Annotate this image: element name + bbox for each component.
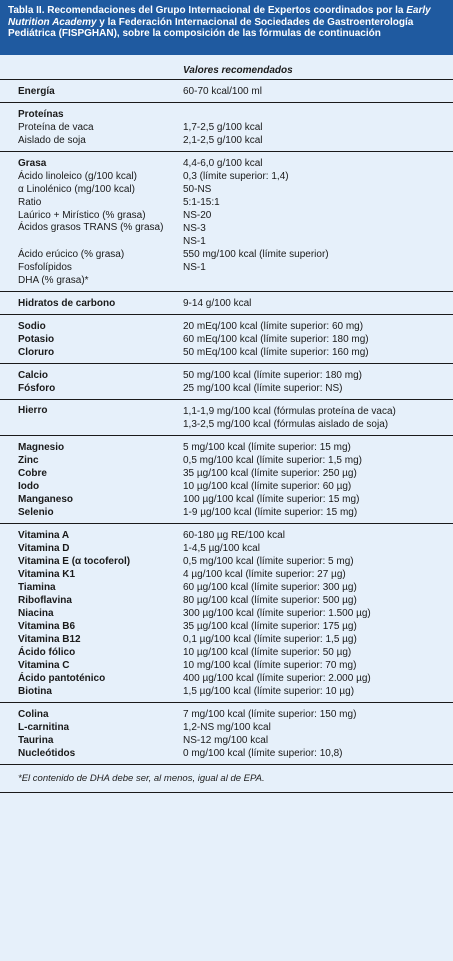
- row-label: Fósforo: [18, 383, 56, 394]
- table-section: [0, 292, 453, 315]
- row-label: L-carnitina: [18, 722, 70, 733]
- table-row: [0, 633, 453, 646]
- table-row: [0, 248, 453, 261]
- table-row: [0, 542, 453, 555]
- row-label: Vitamina A: [18, 530, 70, 541]
- row-label: Taurina: [18, 735, 54, 746]
- table-row: [0, 734, 453, 747]
- row-label: Proteína de vaca: [18, 122, 94, 133]
- table-row: [0, 672, 453, 685]
- row-value: 10 µg/100 kcal (límite superior: 60 µg): [183, 481, 352, 492]
- row-value: 4 µg/100 kcal (límite superior: 27 µg): [183, 569, 346, 580]
- row-label: Iodo: [18, 481, 40, 492]
- table-row: [0, 506, 453, 519]
- row-value: NS-12 mg/100 kcal: [183, 735, 269, 746]
- row-value: 1,7-2,5 g/100 kcal: [183, 122, 263, 133]
- table-row: [0, 261, 453, 274]
- row-value: 7 mg/100 kcal (límite superior: 150 mg): [183, 709, 357, 720]
- table-row: [0, 555, 453, 568]
- table-section: [0, 703, 453, 765]
- row-label: α Linolénico (mg/100 kcal): [18, 184, 135, 195]
- row-label: Manganeso: [18, 494, 74, 505]
- row-label: Selenio: [18, 507, 54, 518]
- row-value: 50 mEq/100 kcal (límite superior: 160 mg): [183, 347, 369, 358]
- table-row: [0, 333, 453, 346]
- table-row: [0, 196, 453, 209]
- table-section: [0, 524, 453, 703]
- row-label: Sodio: [18, 321, 46, 332]
- table-row: [0, 721, 453, 734]
- row-value: 60-70 kcal/100 ml: [183, 86, 262, 97]
- table-row: [0, 441, 453, 454]
- table-row: [0, 121, 453, 134]
- row-label: Proteínas: [18, 109, 64, 120]
- row-value: 20 mEq/100 kcal (límite superior: 60 mg): [183, 321, 364, 332]
- row-label: Ratio: [18, 197, 42, 208]
- row-label: Vitamina B12: [18, 634, 81, 645]
- row-label: Vitamina E (α tocoferol): [18, 556, 131, 567]
- row-value: 60 mEq/100 kcal (límite superior: 180 mg): [183, 334, 369, 345]
- table-body: [0, 55, 453, 793]
- table-caption: [0, 0, 453, 55]
- row-value: 80 µg/100 kcal (límite superior: 500 µg): [183, 595, 357, 606]
- column-header-label: Valores recomendados: [183, 65, 293, 76]
- row-label: Potasio: [18, 334, 55, 345]
- table-row: [0, 85, 453, 98]
- table-row: [0, 594, 453, 607]
- table-row: [0, 134, 453, 147]
- table-row: [0, 108, 453, 121]
- row-value: 1,1-1,9 mg/100 kcal (fórmulas proteína de vaca): [183, 406, 396, 417]
- table-row: [0, 646, 453, 659]
- table-row: [0, 297, 453, 310]
- table-row: [0, 620, 453, 633]
- row-label: Cloruro: [18, 347, 55, 358]
- table-row: [0, 369, 453, 382]
- caption-text-academy: Early Nutrition Academy: [8, 5, 431, 28]
- row-value: 10 mg/100 kcal (límite superior: 70 mg): [183, 660, 357, 671]
- row-value: 50 mg/100 kcal (límite superior: 180 mg): [183, 370, 362, 381]
- row-label: Riboflavina: [18, 595, 72, 606]
- row-value: 5:1-15:1: [183, 197, 220, 208]
- row-label: Fosfolípidos: [18, 262, 72, 273]
- row-value: 1-4,5 µg/100 kcal: [183, 543, 260, 554]
- row-value: 4,4-6,0 g/100 kcal: [183, 158, 263, 169]
- row-label: Grasa: [18, 158, 47, 169]
- row-value: NS-3: [183, 223, 206, 234]
- table-row: [0, 454, 453, 467]
- row-value: 300 µg/100 kcal (límite superior: 1.500 µg): [183, 608, 371, 619]
- table-section: [0, 436, 453, 524]
- row-value: 35 µg/100 kcal (límite superior: 175 µg): [183, 621, 357, 632]
- column-header: [0, 55, 453, 80]
- table-row: [0, 320, 453, 333]
- row-value: 1,5 µg/100 kcal (límite superior: 10 µg): [183, 686, 355, 697]
- table-row: [0, 183, 453, 196]
- row-label: Cobre: [18, 468, 47, 479]
- table-row: [0, 529, 453, 542]
- table-row: [0, 493, 453, 506]
- table-row: [0, 659, 453, 672]
- row-value: 100 µg/100 kcal (límite superior: 15 mg): [183, 494, 360, 505]
- row-label: Vitamina D: [18, 543, 70, 554]
- table-footnote: *El contenido de DHA debe ser, al menos, igual al de EPA.: [0, 765, 453, 793]
- row-value: 1-9 µg/100 kcal (límite superior: 15 mg): [183, 507, 358, 518]
- row-label: Ácidos grasos TRANS (% grasa): [18, 222, 164, 233]
- row-value: 60 µg/100 kcal (límite superior: 300 µg): [183, 582, 357, 593]
- table-row: [0, 568, 453, 581]
- row-value: NS-20: [183, 210, 212, 221]
- row-label: Energía: [18, 86, 55, 97]
- row-label: Ácido pantoténico: [18, 673, 106, 684]
- row-value: 35 µg/100 kcal (límite superior: 250 µg): [183, 468, 357, 479]
- row-value: 0 mg/100 kcal (límite superior: 10,8): [183, 748, 343, 759]
- row-label: Magnesio: [18, 442, 65, 453]
- row-label: Zinc: [18, 455, 39, 466]
- row-value: 550 mg/100 kcal (límite superior): [183, 249, 329, 260]
- table-row: [0, 170, 453, 183]
- row-value: 5 mg/100 kcal (límite superior: 15 mg): [183, 442, 351, 453]
- table-row: [0, 157, 453, 170]
- row-label: Calcio: [18, 370, 49, 381]
- caption-text-start: Tabla II. Recomendaciones del Grupo Internacional de Expertos coordinados por la: [8, 5, 407, 16]
- row-label: Niacina: [18, 608, 54, 619]
- table-section: [0, 103, 453, 152]
- row-value: 0,5 mg/100 kcal (límite superior: 1,5 mg): [183, 455, 362, 466]
- table-section: [0, 80, 453, 103]
- row-label: Hidratos de carbono: [18, 298, 116, 309]
- row-label: Nucleótidos: [18, 748, 76, 759]
- row-label: Ácido erúcico (% grasa): [18, 249, 125, 260]
- row-value: 1,2-NS mg/100 kcal: [183, 722, 271, 733]
- row-label: Hierro: [18, 405, 48, 416]
- row-value: 400 µg/100 kcal (límite superior: 2.000 µg): [183, 673, 371, 684]
- row-value-second: 1,3-2,5 mg/100 kcal (fórmulas aislado de soja): [183, 419, 389, 430]
- row-value: 0,1 µg/100 kcal (límite superior: 1,5 µg): [183, 634, 357, 645]
- table-section: [0, 152, 453, 292]
- row-label: DHA (% grasa)*: [18, 275, 89, 286]
- row-label: Aislado de soja: [18, 135, 86, 146]
- table-section: [0, 315, 453, 364]
- row-value: 50-NS: [183, 184, 212, 195]
- row-label: Vitamina C: [18, 660, 70, 671]
- table-row: [0, 581, 453, 594]
- row-value: 10 µg/100 kcal (límite superior: 50 µg): [183, 647, 352, 658]
- row-value-second: NS-1: [183, 236, 206, 247]
- table-row: [0, 480, 453, 493]
- table-row: [0, 274, 453, 287]
- caption-text-end: y la Federación Internacional de Sociedades de Gastroenterología Pediátrica (FISPGHAN), sobre la composición de las fórmulas de continuación: [8, 16, 414, 39]
- row-value: NS-1: [183, 262, 206, 273]
- table-row: [0, 467, 453, 480]
- row-label: Vitamina B6: [18, 621, 76, 632]
- row-label: Laúrico + Mirístico (% grasa): [18, 210, 146, 221]
- row-value: 25 mg/100 kcal (límite superior: NS): [183, 383, 343, 394]
- row-label: Colina: [18, 709, 49, 720]
- table-row: [0, 685, 453, 698]
- table-row: [0, 708, 453, 721]
- row-label: Tiamina: [18, 582, 56, 593]
- row-label: Ácido fólico: [18, 647, 76, 658]
- row-value: 0,5 mg/100 kcal (límite superior: 5 mg): [183, 556, 354, 567]
- row-value: 0,3 (límite superior: 1,4): [183, 171, 289, 182]
- table-row: [0, 607, 453, 620]
- row-label: Vitamina K1: [18, 569, 76, 580]
- table-row: [0, 382, 453, 395]
- table-sections: [0, 80, 453, 765]
- table-section: [0, 364, 453, 400]
- table-row: [0, 346, 453, 359]
- row-value: 9-14 g/100 kcal: [183, 298, 252, 309]
- row-value: 2,1-2,5 g/100 kcal: [183, 135, 263, 146]
- table-row: [0, 209, 453, 222]
- table-row: [0, 747, 453, 760]
- row-label: Biotina: [18, 686, 52, 697]
- table-section: [0, 400, 453, 436]
- table-row: [0, 222, 453, 248]
- row-value: 60-180 µg RE/100 kcal: [183, 530, 285, 541]
- table-row: [0, 405, 453, 431]
- row-label: Ácido linoleico (g/100 kcal): [18, 171, 137, 182]
